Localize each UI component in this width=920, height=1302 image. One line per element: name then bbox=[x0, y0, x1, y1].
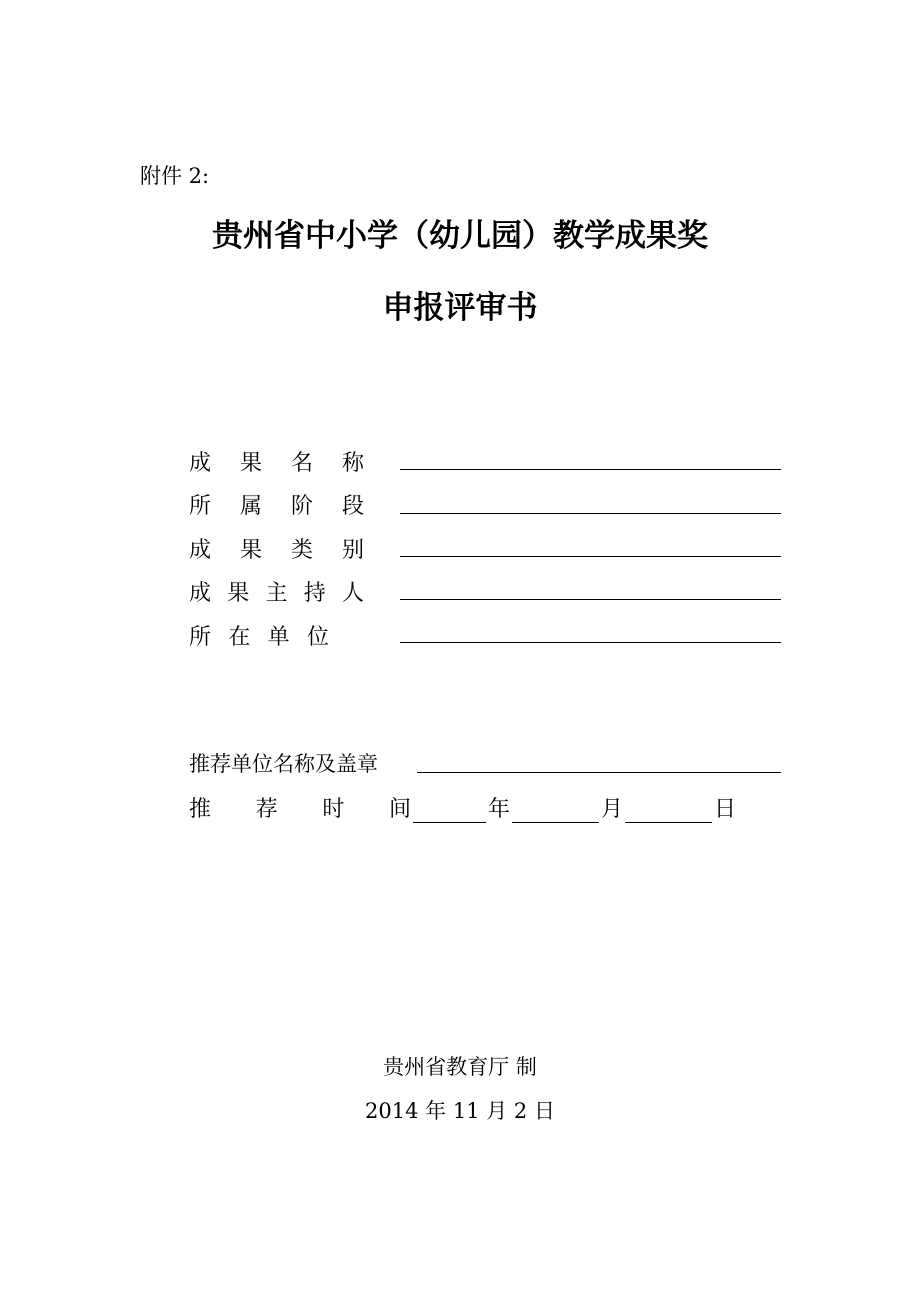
month-unit: 月 bbox=[601, 797, 624, 822]
recommendation-time-row bbox=[189, 792, 738, 823]
label-char: 推 bbox=[189, 797, 212, 822]
document-subtitle: 申报评审书 bbox=[382, 290, 538, 326]
host-field[interactable] bbox=[400, 599, 781, 600]
field-label-category bbox=[189, 533, 364, 564]
day-field[interactable] bbox=[625, 798, 712, 823]
label-char: 成 bbox=[189, 538, 212, 563]
day-unit: 日 bbox=[714, 797, 737, 822]
year-unit: 年 bbox=[488, 797, 511, 822]
document-title: 贵州省中小学（幼儿园）教学成果奖 bbox=[212, 218, 708, 254]
label-char: 位 bbox=[306, 625, 329, 650]
stage-field[interactable] bbox=[400, 513, 781, 514]
label-char: 所 bbox=[189, 625, 212, 650]
label-char: 果 bbox=[239, 538, 262, 563]
issuer: 贵州省教育厅 制 bbox=[383, 1055, 537, 1079]
month-field[interactable] bbox=[512, 798, 599, 823]
label-char: 成 bbox=[189, 451, 212, 476]
label-char: 在 bbox=[228, 625, 251, 650]
field-label-unit bbox=[189, 620, 329, 651]
label-char: 段 bbox=[341, 494, 364, 519]
label-char: 属 bbox=[239, 494, 262, 519]
label-char: 别 bbox=[341, 538, 364, 563]
label-char: 荐 bbox=[255, 797, 278, 822]
issue-date: 2014 年 11 月 2 日 bbox=[365, 1099, 555, 1123]
label-char: 单 bbox=[267, 625, 290, 650]
label-char: 称 bbox=[341, 451, 364, 476]
label-char: 阶 bbox=[290, 494, 313, 519]
label-char: 间 bbox=[388, 797, 411, 822]
field-label-host bbox=[189, 576, 364, 607]
label-char: 主 bbox=[265, 581, 288, 606]
label-char: 类 bbox=[290, 538, 313, 563]
recommending-unit-label: 推荐单位名称及盖章 bbox=[189, 752, 378, 776]
label-char: 持 bbox=[303, 581, 326, 606]
year-field[interactable] bbox=[413, 798, 486, 823]
recommendation-time-label bbox=[189, 792, 411, 823]
recommending-unit-field[interactable] bbox=[417, 772, 781, 773]
label-char: 果 bbox=[227, 581, 250, 606]
unit-field[interactable] bbox=[400, 642, 781, 643]
attachment-label: 附件 2: bbox=[140, 164, 210, 188]
label-char: 人 bbox=[341, 581, 364, 606]
achievement-name-field[interactable] bbox=[400, 469, 781, 470]
category-field[interactable] bbox=[400, 556, 781, 557]
label-char: 果 bbox=[239, 451, 262, 476]
label-char: 成 bbox=[189, 581, 212, 606]
label-char: 名 bbox=[290, 451, 313, 476]
field-label-achievement-name bbox=[189, 446, 364, 477]
label-char: 时 bbox=[322, 797, 345, 822]
label-char: 所 bbox=[189, 494, 212, 519]
field-label-stage bbox=[189, 489, 364, 520]
